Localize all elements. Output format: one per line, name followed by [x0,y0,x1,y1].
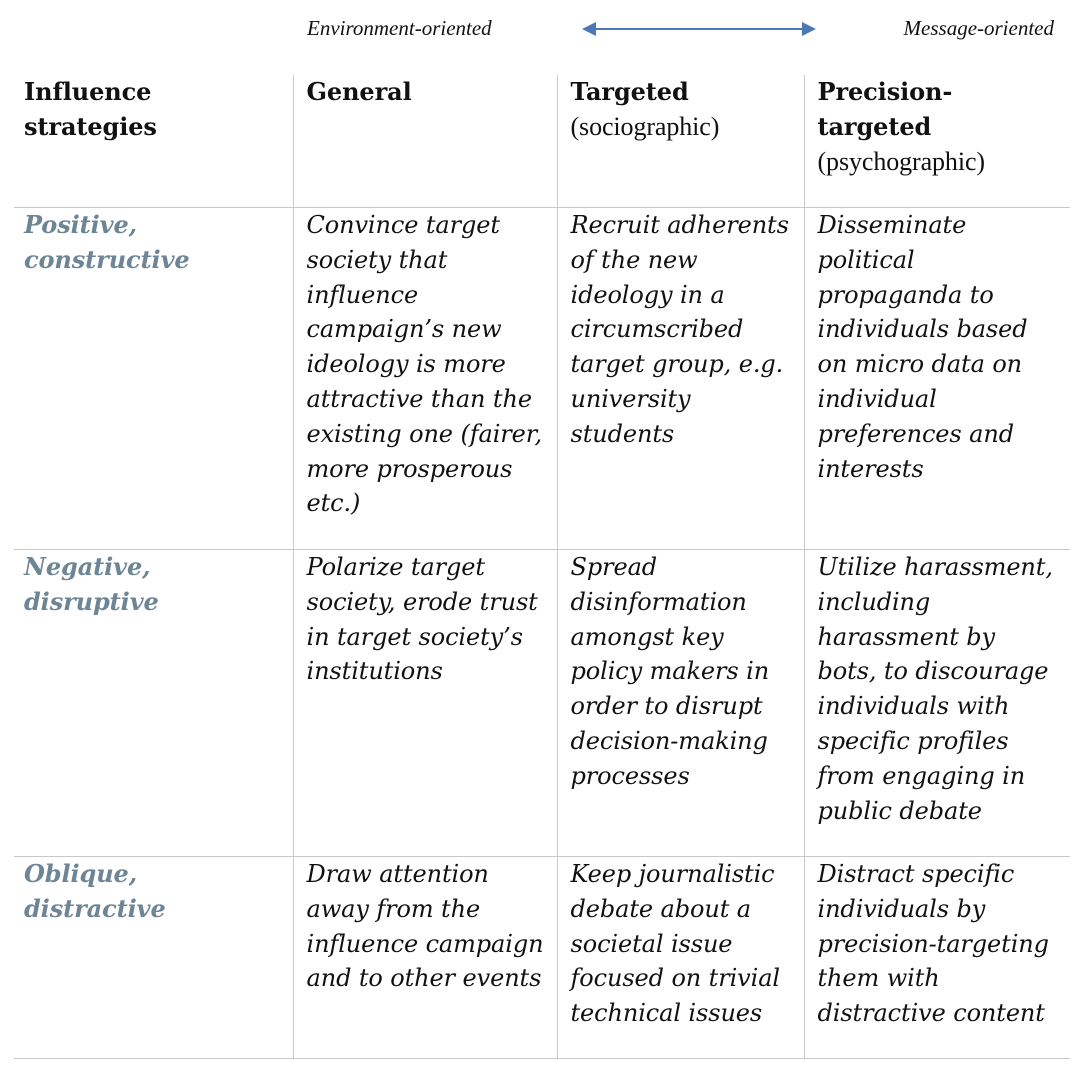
row-label: Positive, constructive [24,210,190,274]
header-title: Influence strategies [24,77,157,141]
header-cell-targeted [557,75,804,208]
cell-text: Recruit adherents of the new ideology in a circumscribed target group, e.g. university students [570,211,789,448]
double-arrow-icon [580,18,818,40]
influence-strategies-table [14,75,1070,1059]
environment-oriented-label: Environment-oriented [307,16,492,40]
header-cell-strategies [14,75,293,208]
message-oriented-label: Message-oriented [903,16,1054,40]
header-subtitle: (sociographic) [570,111,720,141]
row-label-cell [14,550,293,857]
header-cell-precision-targeted [804,75,1070,208]
header-title: Targeted [570,77,689,106]
table-row [14,208,1070,550]
row-label-cell [14,857,293,1059]
table-row [14,857,1070,1059]
table-cell [557,857,804,1059]
cell-text: Spread disinformation amongst key policy makers in order to disrupt decision-making processes [570,553,770,790]
cell-text: Distract specific individuals by precision-targeting them with distractive content [817,860,1049,1028]
cell-text: Disseminate political propaganda to individuals based on micro data on individual preferences and interests [817,211,1028,483]
cell-text: Utilize harassment, including harassment by bots, to discourage individuals with specific profiles from engaging in public debate [817,553,1053,825]
table-cell [293,550,557,857]
table-cell [557,208,804,550]
header-title: Precision-targeted [817,77,953,141]
cell-text: Convince target society that influence campaign’s new ideology is more attractive than the existing one (fairer, more prosperous etc.) [306,211,543,518]
table-cell [804,857,1070,1059]
table-cell [557,550,804,857]
cell-text: Keep journalistic debate about a societal issue focused on trivial technical issues [570,860,780,1028]
table-cell [804,550,1070,857]
header-cell-general [293,75,557,208]
header-subtitle: (psychographic) [817,146,985,176]
table-row [14,550,1070,857]
row-label: Negative, disruptive [24,552,159,616]
cell-text: Draw attention away from the influence campaign and to other events [306,860,544,993]
table-cell [293,208,557,550]
header-title: General [306,77,412,106]
cell-text: Polarize target society, erode trust in target society’s institutions [306,553,538,686]
row-label: Oblique, distractive [24,859,166,923]
table-cell [804,208,1070,550]
header-row [14,75,1070,208]
row-label-cell [14,208,293,550]
table-cell [293,857,557,1059]
